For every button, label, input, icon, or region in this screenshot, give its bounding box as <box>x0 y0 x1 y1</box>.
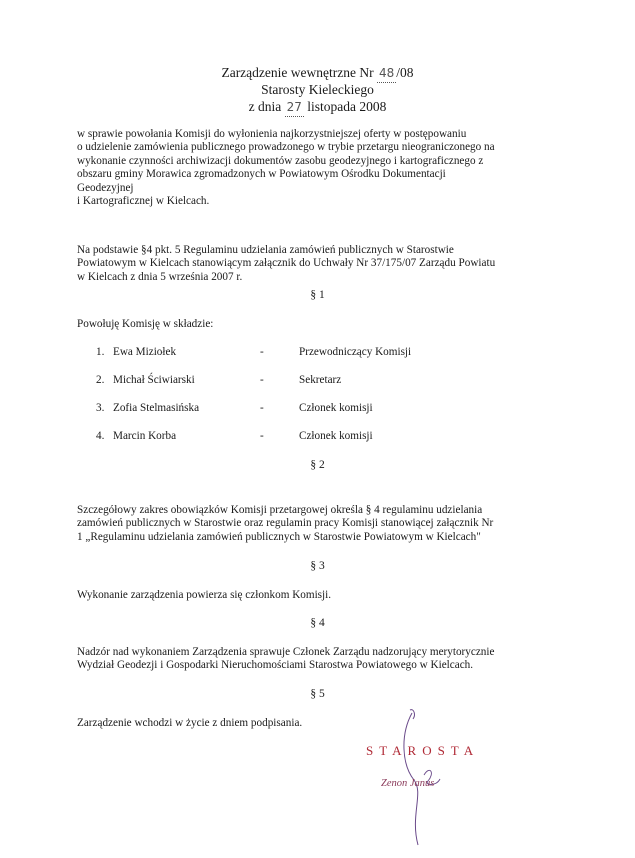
member-role: Przewodniczący Komisji <box>299 346 412 358</box>
stamp-name: Zenon Janus <box>381 778 435 789</box>
section-4-paragraph <box>77 646 562 673</box>
member-number: 1. <box>96 346 105 358</box>
member-name: Michał Ściwiarski <box>113 374 195 386</box>
member-dash: - <box>260 402 264 414</box>
member-name: Zofia Stelmasińska <box>113 402 200 414</box>
section-1-heading: § 1 <box>310 289 325 301</box>
date-prefix: z dnia <box>248 99 282 114</box>
subject-line: w sprawie powołania Komisji do wyłonienia najkorzystniejszej oferty w postępowaniu <box>77 128 467 140</box>
section-2-line: 1 „Regulaminu udzielania zamówień publicznych w Starostwie Powiatowym w Kielcach" <box>77 530 481 543</box>
member-number: 3. <box>96 402 105 414</box>
section-2-heading: § 2 <box>310 459 325 471</box>
issuer-line: Starosty Kieleckiego <box>261 82 374 97</box>
member-dash: - <box>260 430 264 442</box>
member-name: Marcin Korba <box>113 430 177 442</box>
subject-line: o udzielenie zamówienia publicznego prowadzonego w trybie przetargu nieograniczonego na <box>77 141 495 154</box>
member-role: Członek komisji <box>299 402 373 414</box>
subject-paragraph <box>77 128 562 208</box>
section-5-heading: § 5 <box>310 688 325 700</box>
handwritten-day: 27 <box>285 99 304 117</box>
basis-line: Powiatowym w Kielcach stanowiącym załącznik do Uchwały Nr 37/175/07 Zarządu Powiatu <box>77 257 496 270</box>
member-role: Członek komisji <box>299 430 373 442</box>
subject-line: i Kartograficznej w Kielcach. <box>77 195 210 208</box>
stamp-title: STAROSTA <box>366 743 480 758</box>
subject-line: Geodezyjnej <box>77 181 134 194</box>
basis-line: Na podstawie §4 pkt. 5 Regulaminu udzielania zamówień publicznych w Starostwie <box>77 244 454 256</box>
section-2-paragraph <box>77 504 562 544</box>
committee-intro: Powołuję Komisję w składzie: <box>77 318 214 330</box>
section-2-line: zamówień publicznych w Starostwie oraz regulamin pracy Komisji stanowiącej załącznik Nr <box>77 517 494 530</box>
legal-basis-paragraph <box>77 244 562 284</box>
order-title-prefix: Zarządzenie wewnętrzne Nr <box>221 65 374 80</box>
section-3-heading: § 3 <box>310 560 325 572</box>
member-name: Ewa Miziołek <box>113 346 177 358</box>
section-4-heading: § 4 <box>310 617 325 629</box>
section-4-line: Nadzór nad wykonaniem Zarządzenia sprawuje Członek Zarządu nadzorujący merytorycznie <box>77 646 495 658</box>
basis-line: w Kielcach z dnia 5 września 2007 r. <box>77 270 243 283</box>
section-2-line: Szczegółowy zakres obowiązków Komisji przetargowej określa § 4 regulaminu udzielania <box>77 504 483 516</box>
date-suffix: listopada 2008 <box>307 99 387 114</box>
subject-line: obszaru gminy Morawica zgromadzonych w Powiatowym Ośrodku Dokumentacji <box>77 168 446 181</box>
order-title-suffix: /08 <box>396 65 414 80</box>
section-3-paragraph: Wykonanie zarządzenia powierza się członkom Komisji. <box>77 589 332 601</box>
member-dash: - <box>260 346 264 358</box>
member-role: Sekretarz <box>299 374 342 386</box>
member-number: 2. <box>96 374 105 386</box>
member-number: 4. <box>96 430 105 442</box>
date-line <box>0 98 635 117</box>
member-dash: - <box>260 374 264 386</box>
section-5-paragraph: Zarządzenie wchodzi w życie z dniem podpisania. <box>77 717 303 729</box>
subject-line: wykonanie czynności archiwizacji dokumentów zasobu geodezyjnego i kartograficznego z <box>77 154 484 167</box>
section-4-line: Wydział Geodezji i Gospodarki Nieruchomościami Starostwa Powiatowego w Kielcach. <box>77 659 474 672</box>
handwritten-order-number: 48 <box>377 65 396 83</box>
